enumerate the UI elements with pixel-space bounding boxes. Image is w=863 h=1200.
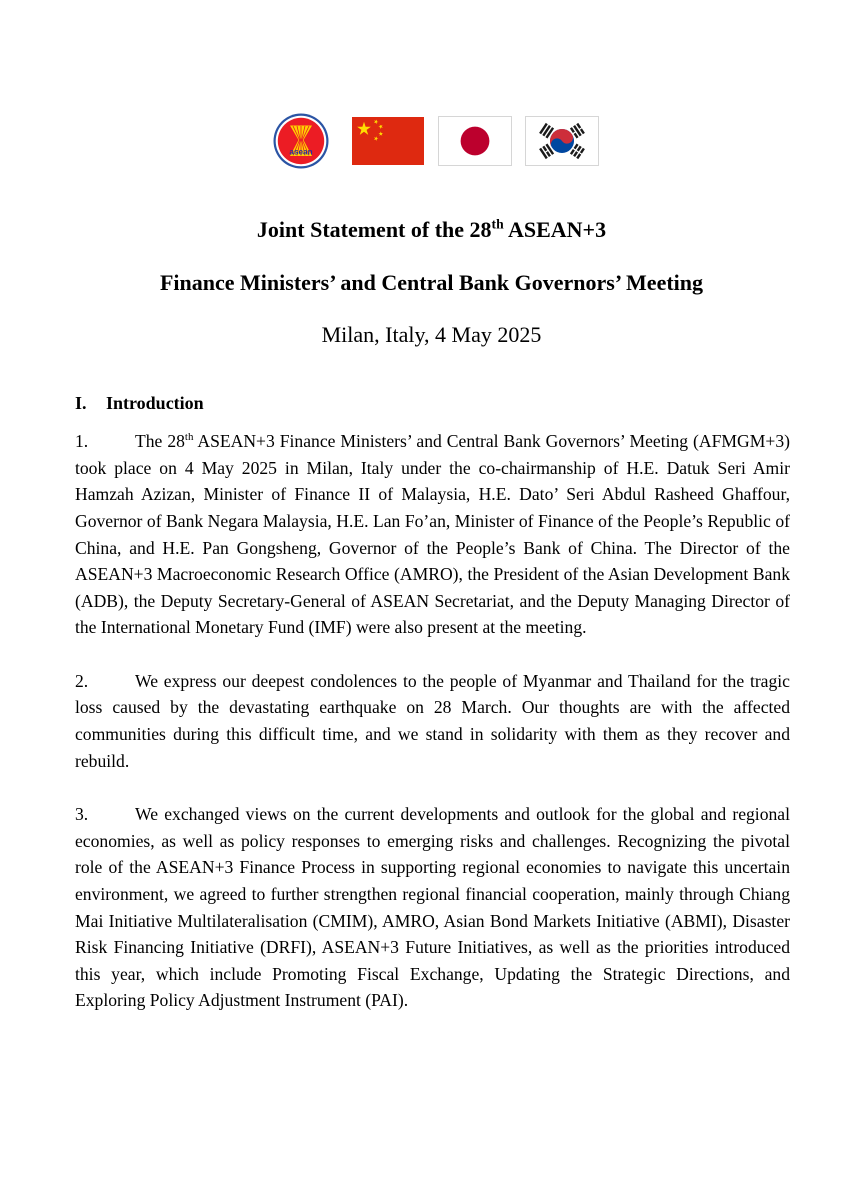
- paragraph-text: We exchanged views on the current developments and outlook for the global and regional economies, as well as policy responses to emerging risks and challenges. Recognizing the pivotal role of the ASEAN+3 Finance Process in supporting regional economies to navigate this uncertain environment, we agreed to further strengthen regional financial cooperation, mainly through Chiang Mai Initiative Multilateralisation (CMIM), AMRO, Asian Bond Markets Initiative (ABMI), Disaster Risk Financing Initiative (DRFI), ASEAN+3 Future Initiatives, as well as the priorities introduced this year, which include Promoting Fiscal Exchange, Updating the Strategic Directions, and Exploring Policy Adjustment Instrument (PAI).: [75, 804, 790, 1011]
- title-superscript-ordinal: th: [491, 216, 504, 232]
- title-text-pre: Joint Statement of the 28: [256, 217, 492, 242]
- asean-emblem-label: asean: [289, 147, 313, 157]
- paragraph-number: 3.: [75, 804, 89, 825]
- document-date-line: Milan, Italy, 4 May 2025: [321, 321, 542, 347]
- china-flag-icon: [352, 117, 424, 165]
- document-title-line2: Finance Ministers’ and Central Bank Governors’ Meeting: [159, 270, 704, 296]
- document-title-line1: [0, 217, 863, 242]
- japan-flag-icon: [439, 117, 511, 165]
- flags-row: [0, 0, 863, 169]
- document-body: [75, 393, 790, 1014]
- title-text-post: ASEAN+3: [503, 217, 607, 242]
- section-heading-label: Introduction: [106, 392, 204, 413]
- section-heading-introduction: [75, 393, 790, 414]
- section-numeral: I.: [75, 392, 87, 413]
- paragraph-text: We express our deepest condolences to the people of Myanmar and Thailand for the tragic loss caused by the devastating earthquake on 28 March. Our thoughts are with the affected communities during this difficult time, and we stand in solidarity with them as they recover and rebuild.: [75, 670, 790, 771]
- paragraph-number: 2.: [75, 670, 89, 691]
- asean-emblem-icon: [265, 113, 337, 169]
- paragraph-number: 1.: [75, 431, 89, 452]
- paragraph-text: ASEAN+3 Finance Ministers’ and Central Bank Governors’ Meeting (AFMGM+3) took place on 4 May 2025 in Milan, Italy under the co-chairmanship of H.E. Datuk Seri Amir Hamzah Azizan, Minister of Finance II of Malaysia, H.E. Dato’ Seri Abdul Rasheed Ghaffour, Governor of Bank Negara Malaysia, H.E. Lan Fo’an, Minister of Finance of the People’s Republic of China, and H.E. Pan Gongsheng, Governor of the People’s Bank of China. The Director of the ASEAN+3 Macroeconomic Research Office (AMRO), the President of the Asian Development Bank (ADB), the Deputy Secretary-General of ASEAN Secretariat, and the Deputy Managing Director of the International Monetary Fund (IMF) were also present at the meeting.: [75, 431, 790, 638]
- paragraph-2: [75, 668, 790, 774]
- paragraph-3: [75, 801, 790, 1014]
- korea-flag-icon: [526, 117, 598, 165]
- paragraph-superscript-ordinal: th: [184, 431, 194, 444]
- paragraph-text: The 28: [135, 431, 185, 452]
- paragraph-1: [75, 428, 790, 641]
